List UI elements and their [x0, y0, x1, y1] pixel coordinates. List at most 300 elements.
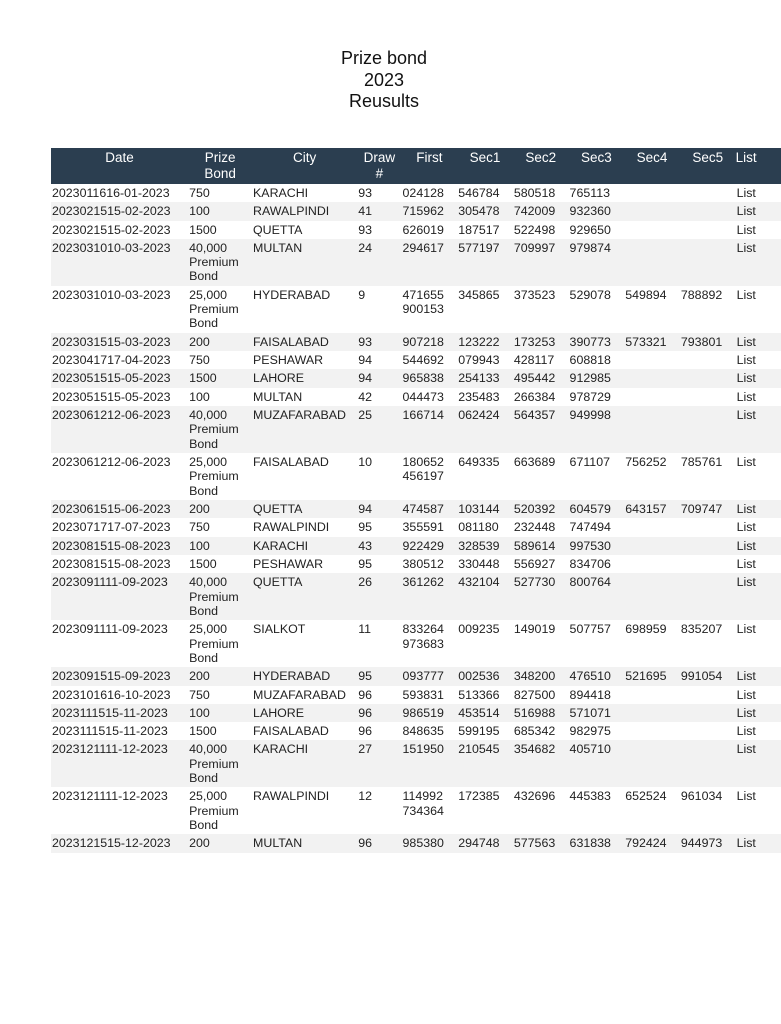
cell-date: 2023111515-11-2023 — [51, 722, 188, 740]
list-link[interactable]: List — [736, 239, 781, 286]
table-row — [51, 406, 781, 453]
cell-draw-number: 42 — [357, 388, 401, 406]
header-draw-number: Draw # — [357, 148, 401, 184]
cell-sec1: 328539 — [457, 537, 513, 555]
cell-sec1: 432104 — [457, 573, 513, 620]
list-link[interactable]: List — [736, 740, 781, 787]
cell-city: QUETTA — [252, 500, 357, 518]
cell-sec5: 785761 — [680, 453, 736, 500]
cell-sec3: 979874 — [569, 239, 625, 286]
cell-prize-bond: 25,000 Premium Bond — [188, 787, 252, 834]
cell-sec2: 348200 — [513, 667, 569, 685]
cell-sec5: 991054 — [680, 667, 736, 685]
cell-date: 2023121515-12-2023 — [51, 834, 188, 852]
list-link[interactable]: List — [736, 184, 781, 202]
cell-draw-number: 96 — [357, 704, 401, 722]
cell-date: 2023091111-09-2023 — [51, 573, 188, 620]
cell-city: KARACHI — [252, 740, 357, 787]
list-link[interactable]: List — [736, 202, 781, 220]
cell-prize-bond: 25,000 Premium Bond — [188, 286, 252, 333]
table-row — [51, 239, 781, 286]
list-link[interactable]: List — [736, 722, 781, 740]
cell-sec5 — [680, 369, 736, 387]
cell-sec5 — [680, 537, 736, 555]
cell-sec1: 330448 — [457, 555, 513, 573]
header-sec1: Sec1 — [457, 148, 513, 184]
cell-sec3: 932360 — [569, 202, 625, 220]
cell-sec2: 516988 — [513, 704, 569, 722]
cell-prize-bond: 100 — [188, 388, 252, 406]
cell-sec2: 373523 — [513, 286, 569, 333]
cell-sec3: 604579 — [569, 500, 625, 518]
cell-prize-bond: 200 — [188, 834, 252, 852]
cell-sec3: 747494 — [569, 518, 625, 536]
cell-draw-number: 41 — [357, 202, 401, 220]
cell-first: 965838 — [402, 369, 458, 387]
results-table-container — [51, 148, 757, 853]
cell-date: 2023011616-01-2023 — [51, 184, 188, 202]
cell-date: 2023091111-09-2023 — [51, 620, 188, 667]
cell-first: 833264 973683 — [402, 620, 458, 667]
cell-city: SIALKOT — [252, 620, 357, 667]
cell-city: KARACHI — [252, 537, 357, 555]
cell-sec2: 428117 — [513, 351, 569, 369]
table-row — [51, 369, 781, 387]
cell-city: RAWALPINDI — [252, 518, 357, 536]
cell-sec2: 520392 — [513, 500, 569, 518]
cell-sec3: 671107 — [569, 453, 625, 500]
cell-sec3: 834706 — [569, 555, 625, 573]
cell-draw-number: 93 — [357, 221, 401, 239]
cell-sec4 — [624, 221, 680, 239]
cell-city: KARACHI — [252, 184, 357, 202]
table-row — [51, 686, 781, 704]
cell-prize-bond: 1500 — [188, 221, 252, 239]
cell-sec5 — [680, 740, 736, 787]
cell-sec1: 009235 — [457, 620, 513, 667]
cell-sec4: 652524 — [624, 787, 680, 834]
cell-sec1: 103144 — [457, 500, 513, 518]
cell-draw-number: 95 — [357, 667, 401, 685]
cell-sec3: 949998 — [569, 406, 625, 453]
cell-date: 2023081515-08-2023 — [51, 537, 188, 555]
list-link[interactable]: List — [736, 518, 781, 536]
table-row — [51, 351, 781, 369]
table-row — [51, 286, 781, 333]
cell-date: 2023081515-08-2023 — [51, 555, 188, 573]
cell-sec4 — [624, 239, 680, 286]
cell-first: 380512 — [402, 555, 458, 573]
list-link[interactable]: List — [736, 221, 781, 239]
cell-date: 2023061515-06-2023 — [51, 500, 188, 518]
cell-first: 355591 — [402, 518, 458, 536]
cell-sec3: 445383 — [569, 787, 625, 834]
cell-sec2: 266384 — [513, 388, 569, 406]
cell-sec2: 527730 — [513, 573, 569, 620]
cell-sec3: 929650 — [569, 221, 625, 239]
table-row — [51, 740, 781, 787]
cell-prize-bond: 100 — [188, 537, 252, 555]
cell-sec3: 631838 — [569, 834, 625, 852]
table-row — [51, 573, 781, 620]
cell-prize-bond: 200 — [188, 667, 252, 685]
cell-first: 024128 — [402, 184, 458, 202]
cell-sec5 — [680, 573, 736, 620]
cell-draw-number: 96 — [357, 686, 401, 704]
cell-sec1: 294748 — [457, 834, 513, 852]
table-row — [51, 453, 781, 500]
table-row — [51, 667, 781, 685]
cell-sec5 — [680, 406, 736, 453]
cell-sec3: 997530 — [569, 537, 625, 555]
list-link[interactable]: List — [736, 500, 781, 518]
cell-date: 2023121111-12-2023 — [51, 787, 188, 834]
cell-sec3: 405710 — [569, 740, 625, 787]
cell-draw-number: 27 — [357, 740, 401, 787]
cell-date: 2023061212-06-2023 — [51, 453, 188, 500]
cell-first: 044473 — [402, 388, 458, 406]
cell-first: 180652 456197 — [402, 453, 458, 500]
list-link[interactable]: List — [736, 333, 781, 351]
cell-first: 626019 — [402, 221, 458, 239]
cell-draw-number: 26 — [357, 573, 401, 620]
header-row — [51, 148, 781, 184]
cell-sec1: 345865 — [457, 286, 513, 333]
cell-sec5 — [680, 388, 736, 406]
cell-first: 593831 — [402, 686, 458, 704]
cell-sec5: 835207 — [680, 620, 736, 667]
cell-sec2: 564357 — [513, 406, 569, 453]
cell-draw-number: 10 — [357, 453, 401, 500]
cell-prize-bond: 100 — [188, 202, 252, 220]
cell-date: 2023051515-05-2023 — [51, 388, 188, 406]
list-link[interactable]: List — [736, 704, 781, 722]
cell-sec2: 589614 — [513, 537, 569, 555]
list-link[interactable]: List — [736, 686, 781, 704]
cell-sec5 — [680, 555, 736, 573]
cell-first: 166714 — [402, 406, 458, 453]
cell-draw-number: 24 — [357, 239, 401, 286]
cell-first: 544692 — [402, 351, 458, 369]
cell-sec1: 123222 — [457, 333, 513, 351]
table-row — [51, 834, 781, 852]
header-sec4: Sec4 — [624, 148, 680, 184]
cell-first: 986519 — [402, 704, 458, 722]
cell-sec2: 580518 — [513, 184, 569, 202]
cell-sec3: 608818 — [569, 351, 625, 369]
cell-date: 2023111515-11-2023 — [51, 704, 188, 722]
cell-sec1: 305478 — [457, 202, 513, 220]
cell-sec4: 756252 — [624, 453, 680, 500]
header-first: First — [402, 148, 458, 184]
list-link[interactable]: List — [736, 667, 781, 685]
cell-sec2: 149019 — [513, 620, 569, 667]
table-row — [51, 620, 781, 667]
cell-prize-bond: 200 — [188, 500, 252, 518]
cell-sec4 — [624, 388, 680, 406]
header-sec5: Sec5 — [680, 148, 736, 184]
header-prize-bond: Prize Bond — [188, 148, 252, 184]
cell-draw-number: 94 — [357, 500, 401, 518]
cell-sec5 — [680, 704, 736, 722]
cell-city: RAWALPINDI — [252, 787, 357, 834]
table-row — [51, 555, 781, 573]
table-row — [51, 722, 781, 740]
list-link[interactable]: List — [736, 351, 781, 369]
cell-sec1: 172385 — [457, 787, 513, 834]
cell-prize-bond: 750 — [188, 518, 252, 536]
cell-city: LAHORE — [252, 369, 357, 387]
cell-prize-bond: 750 — [188, 351, 252, 369]
cell-city: MULTAN — [252, 239, 357, 286]
cell-sec5 — [680, 239, 736, 286]
cell-date: 2023021515-02-2023 — [51, 202, 188, 220]
cell-sec2: 432696 — [513, 787, 569, 834]
cell-sec2: 354682 — [513, 740, 569, 787]
list-link[interactable]: List — [736, 834, 781, 852]
cell-sec1: 513366 — [457, 686, 513, 704]
cell-date: 2023101616-10-2023 — [51, 686, 188, 704]
cell-draw-number: 95 — [357, 518, 401, 536]
table-row — [51, 202, 781, 220]
cell-city: HYDERABAD — [252, 286, 357, 333]
cell-sec2: 556927 — [513, 555, 569, 573]
cell-sec4 — [624, 518, 680, 536]
cell-city: FAISALABAD — [252, 453, 357, 500]
table-row — [51, 333, 781, 351]
cell-city: HYDERABAD — [252, 667, 357, 685]
cell-sec1: 254133 — [457, 369, 513, 387]
cell-sec4: 698959 — [624, 620, 680, 667]
header-city: City — [252, 148, 357, 184]
cell-sec4 — [624, 537, 680, 555]
cell-sec3: 571071 — [569, 704, 625, 722]
cell-sec5: 961034 — [680, 787, 736, 834]
cell-sec2: 173253 — [513, 333, 569, 351]
table-row — [51, 704, 781, 722]
cell-first: 985380 — [402, 834, 458, 852]
cell-prize-bond: 40,000 Premium Bond — [188, 239, 252, 286]
list-link[interactable]: List — [736, 555, 781, 573]
cell-sec3: 978729 — [569, 388, 625, 406]
cell-sec3: 390773 — [569, 333, 625, 351]
cell-draw-number: 12 — [357, 787, 401, 834]
cell-sec3: 765113 — [569, 184, 625, 202]
cell-city: PESHAWAR — [252, 351, 357, 369]
table-row — [51, 500, 781, 518]
cell-sec5 — [680, 351, 736, 369]
cell-prize-bond: 750 — [188, 686, 252, 704]
cell-prize-bond: 750 — [188, 184, 252, 202]
cell-city: QUETTA — [252, 573, 357, 620]
cell-sec5 — [680, 518, 736, 536]
cell-sec4: 549894 — [624, 286, 680, 333]
cell-sec1: 649335 — [457, 453, 513, 500]
page-title — [0, 48, 768, 113]
cell-first: 151950 — [402, 740, 458, 787]
cell-sec4 — [624, 555, 680, 573]
header-list: List — [736, 148, 781, 184]
table-row — [51, 537, 781, 555]
cell-sec2: 577563 — [513, 834, 569, 852]
cell-sec4: 643157 — [624, 500, 680, 518]
cell-sec4 — [624, 704, 680, 722]
cell-draw-number: 94 — [357, 351, 401, 369]
cell-date: 2023031515-03-2023 — [51, 333, 188, 351]
cell-sec4 — [624, 351, 680, 369]
cell-draw-number: 93 — [357, 184, 401, 202]
cell-sec5 — [680, 686, 736, 704]
cell-sec3: 894418 — [569, 686, 625, 704]
cell-first: 294617 — [402, 239, 458, 286]
cell-prize-bond: 40,000 Premium Bond — [188, 406, 252, 453]
results-table — [51, 148, 781, 853]
table-header — [51, 148, 781, 184]
cell-sec5: 944973 — [680, 834, 736, 852]
cell-draw-number: 9 — [357, 286, 401, 333]
cell-prize-bond: 1500 — [188, 722, 252, 740]
cell-prize-bond: 40,000 Premium Bond — [188, 740, 252, 787]
cell-prize-bond: 40,000 Premium Bond — [188, 573, 252, 620]
cell-sec4 — [624, 722, 680, 740]
cell-date: 2023031010-03-2023 — [51, 286, 188, 333]
cell-draw-number: 96 — [357, 834, 401, 852]
cell-draw-number: 94 — [357, 369, 401, 387]
cell-sec1: 062424 — [457, 406, 513, 453]
cell-sec4 — [624, 573, 680, 620]
cell-sec4 — [624, 740, 680, 787]
cell-sec5 — [680, 184, 736, 202]
list-link[interactable]: List — [736, 537, 781, 555]
list-link[interactable]: List — [736, 620, 781, 667]
cell-draw-number: 43 — [357, 537, 401, 555]
cell-sec4 — [624, 686, 680, 704]
cell-city: FAISALABAD — [252, 722, 357, 740]
cell-first: 848635 — [402, 722, 458, 740]
cell-draw-number: 96 — [357, 722, 401, 740]
list-link[interactable]: List — [736, 453, 781, 500]
list-link[interactable]: List — [736, 406, 781, 453]
cell-sec1: 577197 — [457, 239, 513, 286]
table-row — [51, 388, 781, 406]
header-sec2: Sec2 — [513, 148, 569, 184]
cell-sec2: 522498 — [513, 221, 569, 239]
list-link[interactable]: List — [736, 388, 781, 406]
table-row — [51, 184, 781, 202]
cell-first: 361262 — [402, 573, 458, 620]
cell-sec4: 573321 — [624, 333, 680, 351]
cell-first: 093777 — [402, 667, 458, 685]
cell-sec1: 002536 — [457, 667, 513, 685]
cell-sec1: 546784 — [457, 184, 513, 202]
cell-date: 2023071717-07-2023 — [51, 518, 188, 536]
cell-sec4: 521695 — [624, 667, 680, 685]
cell-city: LAHORE — [252, 704, 357, 722]
cell-sec3: 507757 — [569, 620, 625, 667]
cell-first: 715962 — [402, 202, 458, 220]
cell-first: 114992 734364 — [402, 787, 458, 834]
cell-prize-bond: 1500 — [188, 555, 252, 573]
header-sec3: Sec3 — [569, 148, 625, 184]
cell-first: 474587 — [402, 500, 458, 518]
cell-sec2: 709997 — [513, 239, 569, 286]
cell-sec1: 453514 — [457, 704, 513, 722]
cell-city: RAWALPINDI — [252, 202, 357, 220]
cell-sec4 — [624, 202, 680, 220]
cell-sec4 — [624, 406, 680, 453]
cell-sec3: 529078 — [569, 286, 625, 333]
cell-draw-number: 93 — [357, 333, 401, 351]
cell-sec1: 235483 — [457, 388, 513, 406]
cell-sec5 — [680, 722, 736, 740]
cell-sec3: 476510 — [569, 667, 625, 685]
table-row — [51, 787, 781, 834]
cell-sec4 — [624, 369, 680, 387]
cell-prize-bond: 200 — [188, 333, 252, 351]
cell-sec1: 081180 — [457, 518, 513, 536]
cell-date: 2023041717-04-2023 — [51, 351, 188, 369]
cell-sec3: 800764 — [569, 573, 625, 620]
cell-date: 2023031010-03-2023 — [51, 239, 188, 286]
cell-sec3: 982975 — [569, 722, 625, 740]
cell-draw-number: 11 — [357, 620, 401, 667]
cell-prize-bond: 1500 — [188, 369, 252, 387]
title-line-3: Reusults — [348, 91, 420, 111]
cell-date: 2023021515-02-2023 — [51, 221, 188, 239]
list-link[interactable]: List — [736, 787, 781, 834]
cell-sec3: 912985 — [569, 369, 625, 387]
title-line-1: Prize bond — [340, 48, 428, 68]
cell-city: PESHAWAR — [252, 555, 357, 573]
cell-sec2: 495442 — [513, 369, 569, 387]
cell-city: MULTAN — [252, 388, 357, 406]
cell-first: 471655 900153 — [402, 286, 458, 333]
cell-sec5: 709747 — [680, 500, 736, 518]
cell-sec2: 663689 — [513, 453, 569, 500]
table-body — [51, 184, 781, 853]
cell-date: 2023061212-06-2023 — [51, 406, 188, 453]
cell-city: FAISALABAD — [252, 333, 357, 351]
cell-sec2: 232448 — [513, 518, 569, 536]
cell-date: 2023121111-12-2023 — [51, 740, 188, 787]
cell-sec1: 079943 — [457, 351, 513, 369]
cell-city: MUZAFARABAD — [252, 406, 357, 453]
cell-sec2: 827500 — [513, 686, 569, 704]
title-line-2: 2023 — [363, 69, 405, 90]
cell-draw-number: 95 — [357, 555, 401, 573]
cell-sec2: 742009 — [513, 202, 569, 220]
cell-sec1: 187517 — [457, 221, 513, 239]
header-date: Date — [51, 148, 188, 184]
cell-sec5 — [680, 202, 736, 220]
list-link[interactable]: List — [736, 573, 781, 620]
cell-first: 907218 — [402, 333, 458, 351]
cell-date: 2023051515-05-2023 — [51, 369, 188, 387]
cell-prize-bond: 100 — [188, 704, 252, 722]
cell-date: 2023091515-09-2023 — [51, 667, 188, 685]
cell-first: 922429 — [402, 537, 458, 555]
cell-sec4: 792424 — [624, 834, 680, 852]
cell-sec5: 788892 — [680, 286, 736, 333]
cell-prize-bond: 25,000 Premium Bond — [188, 620, 252, 667]
cell-sec4 — [624, 184, 680, 202]
cell-sec5: 793801 — [680, 333, 736, 351]
cell-city: MUZAFARABAD — [252, 686, 357, 704]
cell-sec1: 210545 — [457, 740, 513, 787]
cell-sec1: 599195 — [457, 722, 513, 740]
list-link[interactable]: List — [736, 369, 781, 387]
list-link[interactable]: List — [736, 286, 781, 333]
